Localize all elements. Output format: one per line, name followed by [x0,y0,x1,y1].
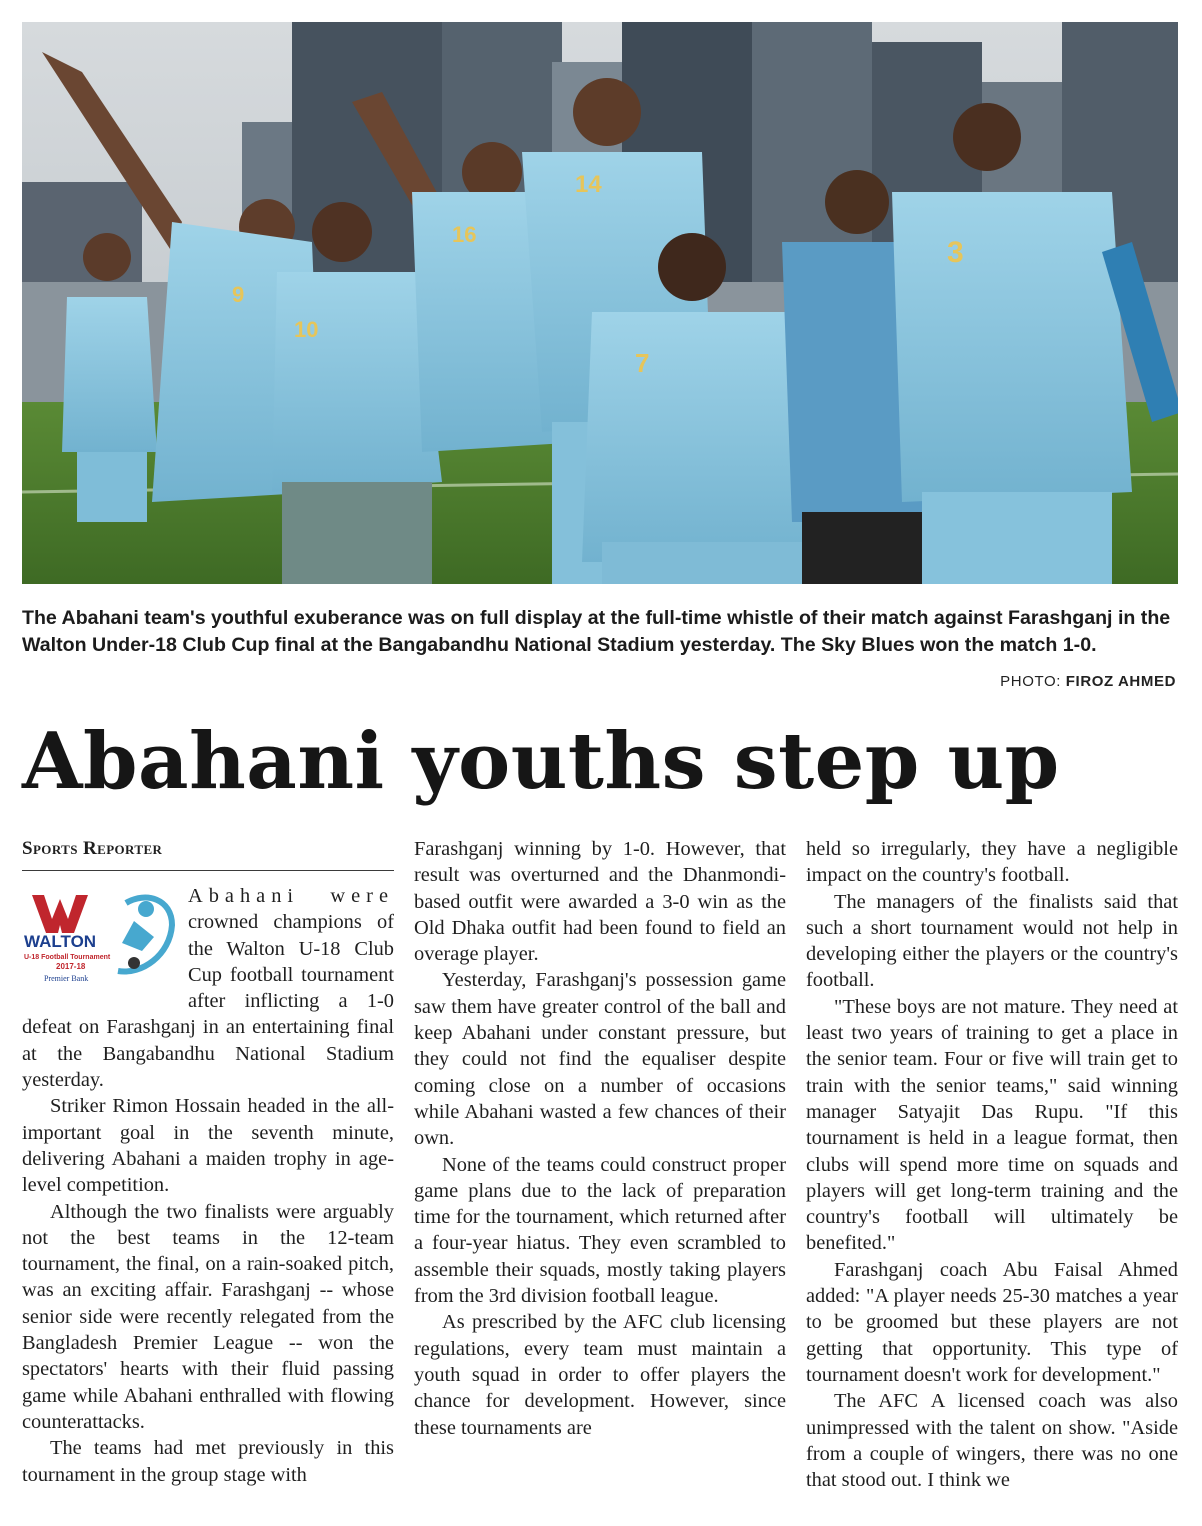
photo-credit [1000,673,1176,690]
jersey-number: 14 [575,171,602,198]
photo-credit-label: PHOTO: [1000,673,1062,690]
photo-illustration [22,22,1178,584]
article-paragraph: As prescribed by the AFC club licensing regulations, every team must maintain a youth squad in order to offer players the chance for development. However, since these tournaments are [414,1311,786,1439]
article-paragraph: "These boys are not mature. They need at least two years of training to get a place in the senior team. Four or five will train get to train with the senior teams," said winning manager Satyajit Das Rupu. "If this tournament is held in a league format, then clubs will spend more time on squads and players will get long-term training and the country's football will ultimately be benefited." [806,995,1178,1255]
lead-word: Abahani were [188,885,394,907]
jersey-number: 10 [294,317,319,342]
logo-brand: WALTON [24,932,97,951]
jersey-number: 7 [635,348,650,378]
walton-tournament-logo [22,885,180,985]
celebration-photo [22,22,1178,584]
article-paragraph: Farashganj winning by 1-0. However, that result was overturned and the Dhanmondi-based outfit were awarded a 3-0 win as the Old Dhaka outfit had been found to field an overage player. [414,838,786,966]
article-paragraph: Yesterday, Farashganj's possession game saw them have greater control of the ball and keep Abahani under constant pressure, but they could not find the equaliser despite coming close on a number of occasions while Abahani wasted a few chances of their own. [414,969,786,1150]
logo-subtitle: U-18 Football Tournament [24,954,111,961]
photo-caption: The Abahani team's youthful exuberance was on full display at the full-time whistle of their match against Farashganj in the Walton Under-18 Club Cup final at the Bangabandhu National Stadium yesterday. The Sky Blues won the match 1-0. [22,607,1171,656]
article-paragraph: The AFC A licensed coach was also unimpressed with the talent on show. "Aside from a couple of wingers, there was no one that stood out. I think we [806,1390,1178,1492]
article-paragraph: Farashganj coach Abu Faisal Ahmed added: "A player needs 25-30 matches a year to be groomed but these players are not getting that opportunity. This type of tournament doesn't work for development." [806,1258,1178,1386]
article-paragraph: Striker Rimon Hossain headed in the all-important goal in the seventh minute, delivering Abahani a maiden trophy in age-level competition. [22,1095,394,1197]
article-paragraph: The teams had met previously in this tournament in the group stage with [22,1437,394,1486]
article-column-2 [414,836,786,1526]
logo-years: 2017-18 [56,962,86,971]
article-paragraph: The managers of the finalists said that such a short tournament would not help in developing either the players or the country's football. [806,890,1178,992]
jersey-number: 3 [947,236,964,269]
article-paragraph: None of the teams could construct proper game plans due to the lack of preparation time for the tournament, which returned after a four-year hiatus. They even scrambled to assemble their squads, mostly taking players from the 3rd division football league. [414,1153,786,1308]
article-column-1 [22,836,394,1526]
article-column-3 [806,836,1178,1526]
lead-text: crowned champions of the Walton U-18 Club Cup football tournament after inflicting a 1-0 defeat on Farashganj in an entertaining final at the Bangabandhu National Stadium yesterday. [22,911,394,1092]
logo-sponsor: Premier Bank [44,974,89,983]
article-paragraph: Although the two finalists were arguably not the best teams in the 12-team tournament, the final, on a rain-soaked pitch, was an exciting affair. Farashganj -- whose senior side were recently relegated from the Bangladesh Premier League -- won the spectators' hearts with their fluid passing game while Abahani enthralled with flowing counterattacks. [22,1200,394,1433]
jersey-number: 16 [452,222,477,247]
article-paragraph: held so irregularly, they have a negligible impact on the country's football. [806,838,1178,887]
jersey-number: 9 [232,282,245,307]
headline: Abahani youths step up [22,716,1060,807]
byline: Sports Reporter [22,836,394,871]
photo-credit-name: FIROZ AHMED [1065,673,1176,690]
article-body [22,836,1178,1526]
